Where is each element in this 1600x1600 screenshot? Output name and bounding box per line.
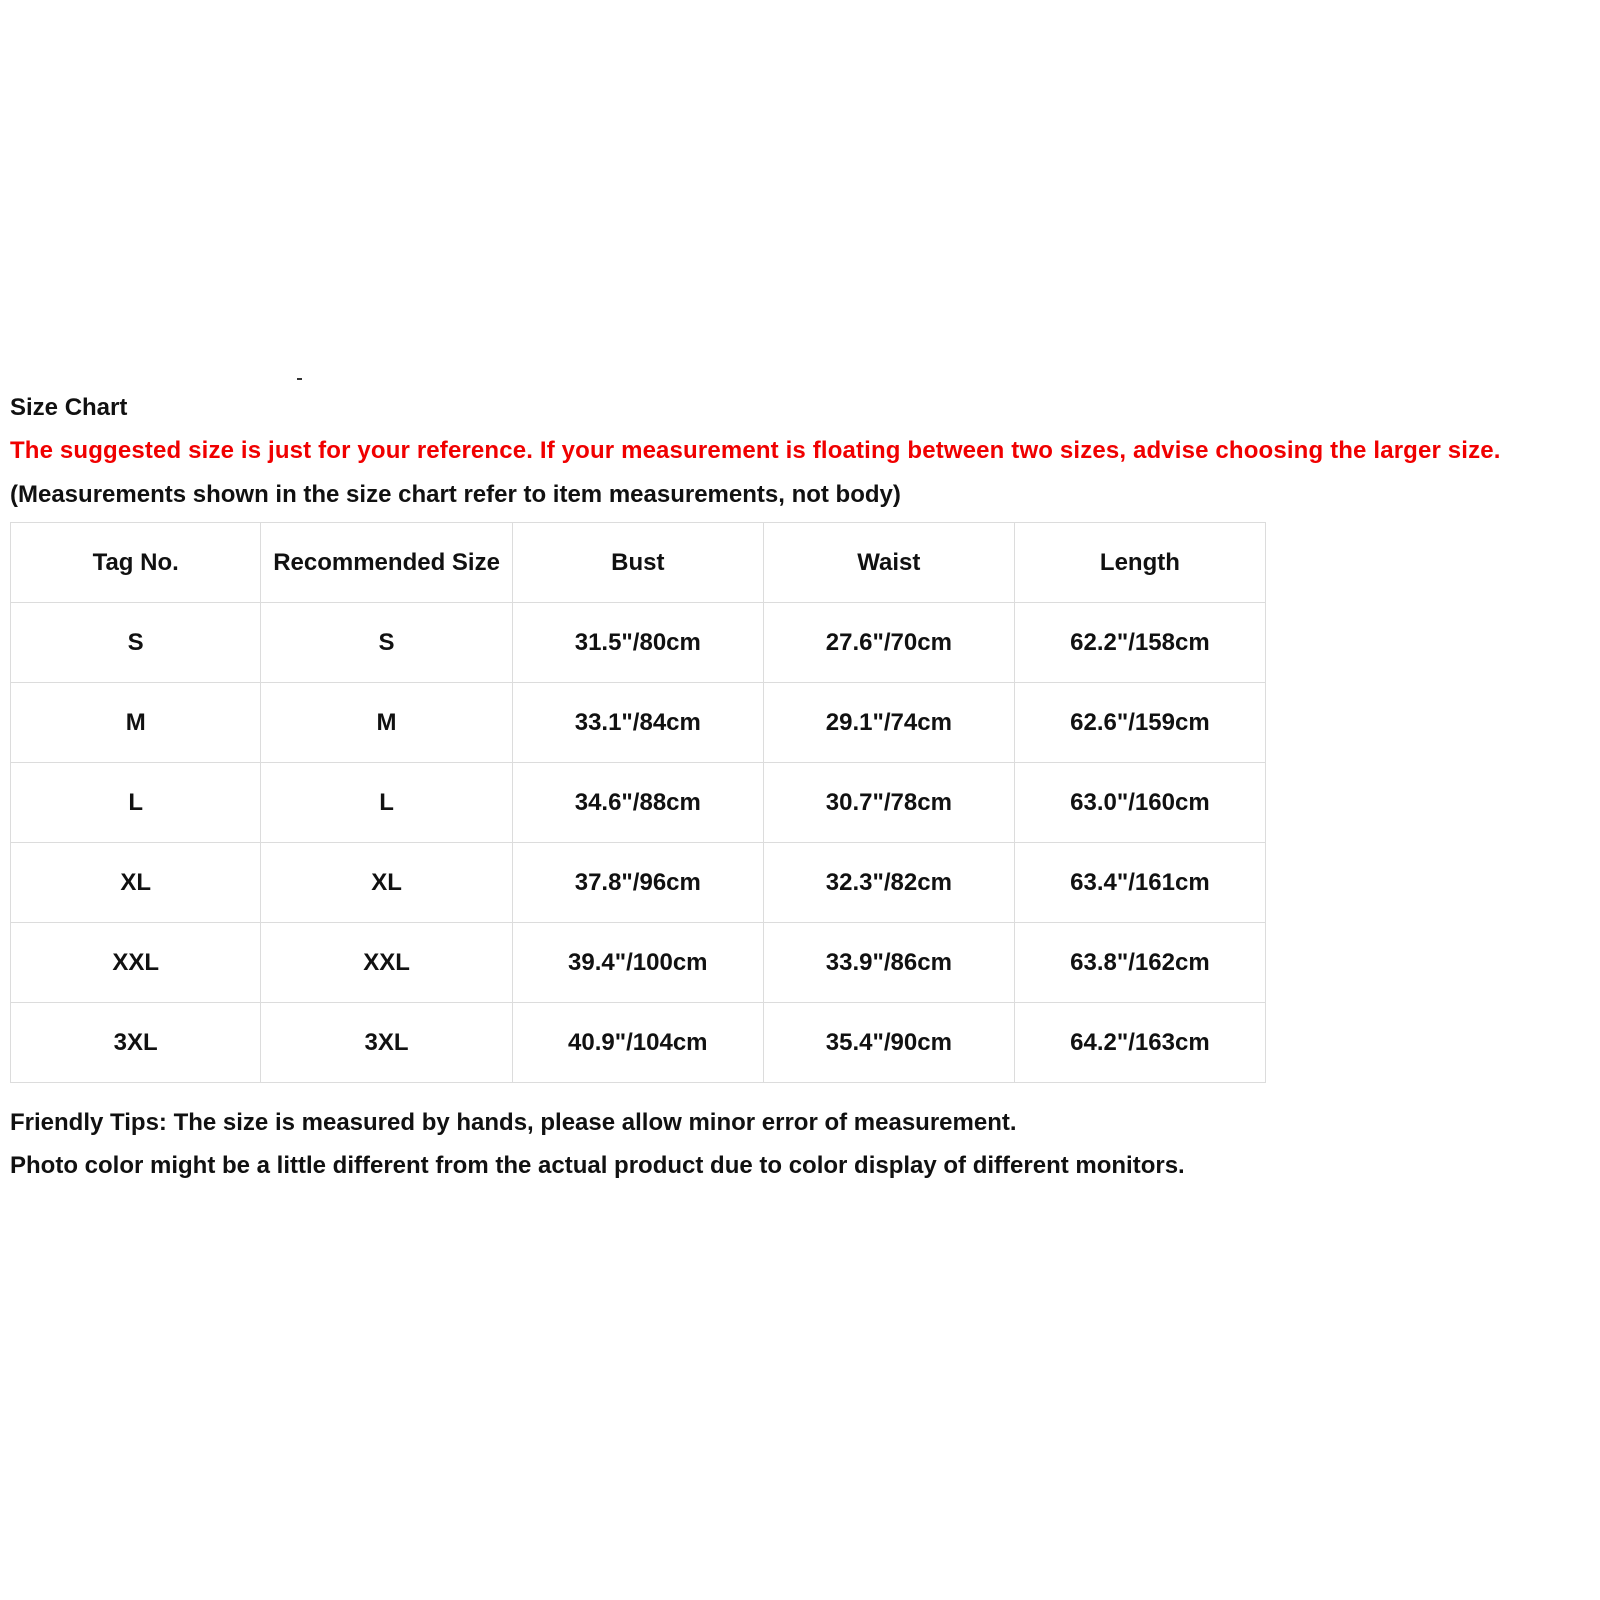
table-cell: 62.2"/158cm [1014,603,1265,683]
table-row [11,923,1266,1003]
table-cell: S [261,603,512,683]
table-cell: 29.1"/74cm [763,683,1014,763]
table-cell: 32.3"/82cm [763,843,1014,923]
table-cell: 34.6"/88cm [512,763,763,843]
friendly-tip: Friendly Tips: The size is measured by hands, please allow minor error of measurement. [10,1109,1017,1136]
table-cell: 35.4"/90cm [763,1003,1014,1083]
table-row [11,1003,1266,1083]
table-cell: 33.9"/86cm [763,923,1014,1003]
table-cell: 30.7"/78cm [763,763,1014,843]
table-cell: L [261,763,512,843]
table-cell: XL [261,843,512,923]
table-cell: M [11,683,261,763]
photo-color-tip: Photo color might be a little different from the actual product due to color display of different monitors. [10,1152,1185,1179]
table-row [11,763,1266,843]
table-cell: XXL [11,923,261,1003]
column-header: Length [1014,523,1265,603]
size-chart-title: Size Chart [10,394,128,421]
table-cell: 31.5"/80cm [512,603,763,683]
table-cell: 40.9"/104cm [512,1003,763,1083]
column-header: Recommended Size [261,523,512,603]
table-cell: XXL [261,923,512,1003]
stray-mark [297,378,302,380]
column-header: Bust [512,523,763,603]
size-table [10,522,1266,1083]
table-header-row [11,523,1266,603]
table-cell: S [11,603,261,683]
table-cell: M [261,683,512,763]
measurement-note: (Measurements shown in the size chart refer to item measurements, not body) [10,481,901,508]
table-row [11,603,1266,683]
table-cell: 3XL [11,1003,261,1083]
table-cell: 62.6"/159cm [1014,683,1265,763]
table-cell: 63.4"/161cm [1014,843,1265,923]
table-cell: 37.8"/96cm [512,843,763,923]
table-cell: 64.2"/163cm [1014,1003,1265,1083]
table-cell: 3XL [261,1003,512,1083]
table-cell: 63.8"/162cm [1014,923,1265,1003]
table-cell: XL [11,843,261,923]
size-notice: The suggested size is just for your reference. If your measurement is floating between two sizes, advise choosing the larger size. [10,437,1501,464]
table-cell: L [11,763,261,843]
table-cell: 39.4"/100cm [512,923,763,1003]
column-header: Tag No. [11,523,261,603]
table-row [11,683,1266,763]
table-cell: 33.1"/84cm [512,683,763,763]
table-row [11,843,1266,923]
table-cell: 63.0"/160cm [1014,763,1265,843]
column-header: Waist [763,523,1014,603]
table-cell: 27.6"/70cm [763,603,1014,683]
